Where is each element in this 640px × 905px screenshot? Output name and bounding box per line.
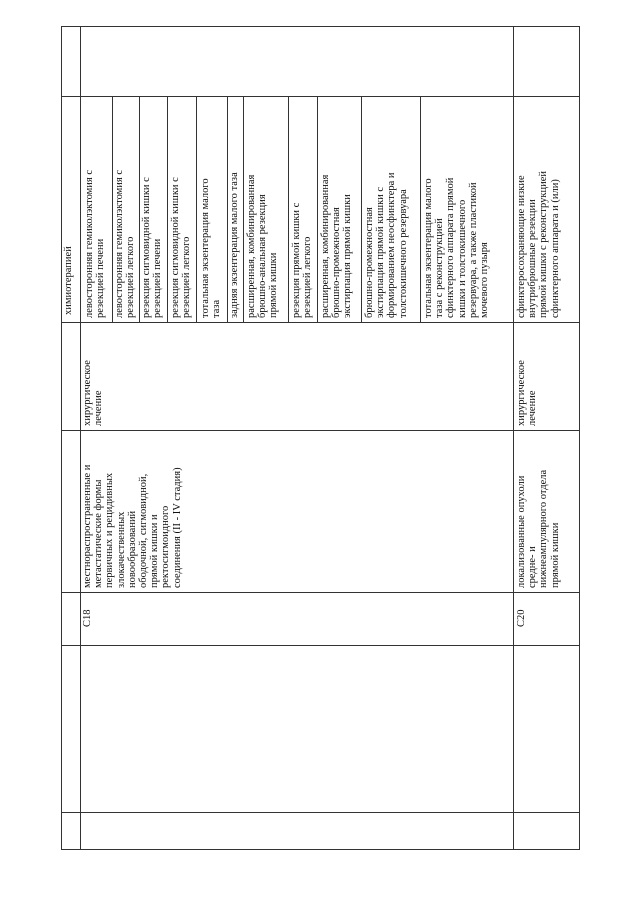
treatment-line: хирургическое xyxy=(82,360,93,426)
method-line: тотальная экзентерация малого xyxy=(200,178,211,318)
method-line: таза xyxy=(211,299,223,318)
method-line: резекция сигмовидной кишки с xyxy=(141,177,152,318)
description-line: нижнеампулярного отдела xyxy=(538,469,550,588)
method-line: резекцией легкого xyxy=(181,236,193,318)
method-line: прямой кишки xyxy=(268,252,280,318)
method-item xyxy=(516,171,561,318)
method-line: резекцией легкого xyxy=(302,236,314,318)
method-divider xyxy=(243,96,244,322)
column-divider xyxy=(61,645,580,646)
method-item xyxy=(423,178,490,318)
method-line: сфинктерного аппарата и (или) xyxy=(549,179,561,318)
description-line: ободочной, сигмовидной, xyxy=(138,473,150,588)
method-line: таза с реконструкцией xyxy=(434,218,446,318)
method-divider xyxy=(139,96,140,322)
method-line: резекция сигмовидной кишки с xyxy=(170,177,181,318)
description-line: первичных и рецидивных xyxy=(104,472,116,588)
method-line: мочевого пузыря xyxy=(479,242,491,318)
method-line: резекцией печени xyxy=(95,238,107,318)
method-line: брюшно-промежностная xyxy=(331,207,343,318)
column-divider xyxy=(61,812,580,813)
header-text xyxy=(63,246,74,315)
method-item xyxy=(229,172,240,318)
method-line: задняя экзентерация малого таза xyxy=(229,172,240,318)
description-line: прямой кишки и xyxy=(149,514,161,588)
header-label: химиотерапией xyxy=(63,246,74,315)
description-line: новообразований xyxy=(126,510,138,588)
row-divider xyxy=(80,26,81,850)
method-divider xyxy=(167,96,168,322)
column-divider xyxy=(61,322,580,323)
method-line: внутрибрюшные резекции xyxy=(527,199,539,318)
method-line: тотальная экзентерация малого xyxy=(423,178,434,318)
method-line: брюшно-анальная резекция xyxy=(257,194,269,318)
method-item xyxy=(84,170,106,318)
method-line: экстирпация прямой кишки с xyxy=(375,186,387,318)
method-line: резекцией печени xyxy=(152,238,164,318)
method-divider xyxy=(361,96,362,322)
row-treatment xyxy=(82,360,104,426)
description-line: метастатические формы xyxy=(93,479,105,588)
description-line: соединения (II - IV стадия) xyxy=(171,467,183,588)
method-line: брюшно-промежностная xyxy=(364,207,375,318)
method-item xyxy=(364,172,409,318)
column-divider xyxy=(61,430,580,431)
description-line: злокачественных xyxy=(115,511,127,588)
method-line: левосторонняя гемиколэктомия с xyxy=(114,169,125,318)
method-line: сфинктерного аппарата прямой xyxy=(445,177,457,318)
method-item xyxy=(246,175,280,318)
method-divider xyxy=(317,96,318,322)
row-divider xyxy=(513,26,514,850)
method-line: формированием неосфинктера и xyxy=(386,172,398,318)
method-divider xyxy=(288,96,289,322)
method-divider xyxy=(196,96,197,322)
row-code xyxy=(82,609,93,627)
description-line: ректосигмоидного xyxy=(160,505,172,588)
method-line: расширенная, комбинированная xyxy=(246,174,257,318)
method-line: сфинктеросохраняющие низкие xyxy=(516,175,527,318)
method-item xyxy=(170,177,192,318)
method-line: кишки и толстокишечного xyxy=(456,199,468,318)
method-divider xyxy=(420,96,421,322)
method-line: левосторонняя гемиколэктомия с xyxy=(84,169,95,318)
method-line: толстокишечного резервуара xyxy=(397,189,409,318)
row-code xyxy=(516,609,527,627)
row-description xyxy=(82,465,183,588)
method-item xyxy=(200,178,222,318)
description-line: средне- и xyxy=(527,546,539,588)
method-line: резекция прямой кишки с xyxy=(291,202,302,318)
description-line: локализованные опухоли xyxy=(516,475,527,588)
treatment-line: лечение xyxy=(527,390,539,426)
row-description xyxy=(516,470,561,588)
method-line: расширенная, комбинированная xyxy=(320,174,331,318)
treatment-line: хирургическое xyxy=(516,360,527,426)
method-item xyxy=(291,203,313,318)
treatment-line: лечение xyxy=(93,390,105,426)
method-divider xyxy=(227,96,228,322)
method-item xyxy=(320,175,354,318)
code-label: C18 xyxy=(82,609,93,627)
method-line: экстирпация прямой кишки xyxy=(342,194,354,318)
description-line: местнораспространенные и xyxy=(82,464,93,588)
column-divider xyxy=(61,592,580,593)
method-item xyxy=(141,177,163,318)
code-label: C20 xyxy=(516,609,527,627)
method-line: прямой кишки с реконструкцией xyxy=(538,171,550,318)
row-treatment xyxy=(516,360,538,426)
method-divider xyxy=(112,96,113,322)
method-line: резекцией легкого xyxy=(125,236,137,318)
method-line: резервуара, а также пластикой xyxy=(467,182,479,318)
method-item xyxy=(114,170,136,318)
description-line: прямой кишки xyxy=(549,522,561,588)
